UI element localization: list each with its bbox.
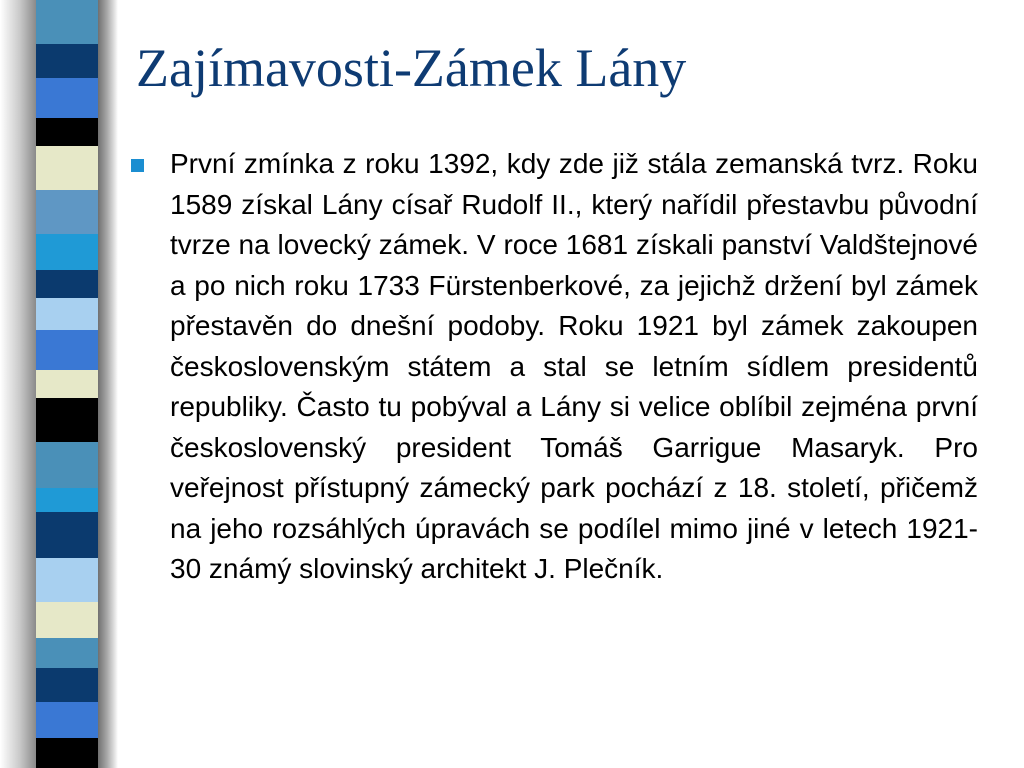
- stripe-square: [36, 44, 98, 78]
- stripe-square: [36, 298, 98, 330]
- stripe-square: [36, 0, 98, 44]
- stripe-squares: [36, 0, 98, 768]
- stripe-square: [36, 512, 98, 558]
- bullet-list: [128, 144, 978, 590]
- stripe-square: [36, 738, 98, 768]
- stripe-square: [36, 398, 98, 442]
- stripe-square: [36, 146, 98, 190]
- stripe-shadow: [98, 0, 118, 768]
- stripe-square: [36, 558, 98, 602]
- stripe-square: [36, 488, 98, 512]
- stripe-square: [36, 638, 98, 668]
- stripe-square: [36, 442, 98, 488]
- stripe-square: [36, 190, 98, 234]
- stripe-left-edge: [0, 0, 36, 768]
- stripe-square: [36, 234, 98, 270]
- stripe-square: [36, 270, 98, 298]
- stripe-square: [36, 702, 98, 738]
- stripe-square: [36, 370, 98, 398]
- bullet-text: První zmínka z roku 1392, kdy zde již stála zemanská tvrz. Roku 1589 získal Lány císař Rudolf II., který nařídil přestavbu původní tvrze na lovecký zámek. V roce 1681 získali panství Valdštejnové a po nich roku 1733 Fürstenberkové, za jejichž držení byl zámek přestavěn do dnešní podoby. Roku 1921 byl zámek zakoupen československým státem a stal se letním sídlem presidentů republiky. Často tu pobýval a Lány si velice oblíbil zejména první československý president Tomáš Garrigue Masaryk. Pro veřejnost přístupný zámecký park pochází z 18. století, přičemž na jeho rozsáhlých úpravách se podílel mimo jiné v letech 1921-30 známý slovinský architekt J. Plečník.: [170, 148, 978, 584]
- stripe-square: [36, 668, 98, 702]
- decorative-stripe: [0, 0, 118, 768]
- slide-title: Zajímavosti-Zámek Lány: [136, 38, 687, 98]
- stripe-square: [36, 330, 98, 370]
- bullet-item: [128, 144, 978, 590]
- stripe-square: [36, 118, 98, 146]
- stripe-square: [36, 78, 98, 118]
- square-bullet-icon: [131, 159, 144, 172]
- stripe-square: [36, 602, 98, 638]
